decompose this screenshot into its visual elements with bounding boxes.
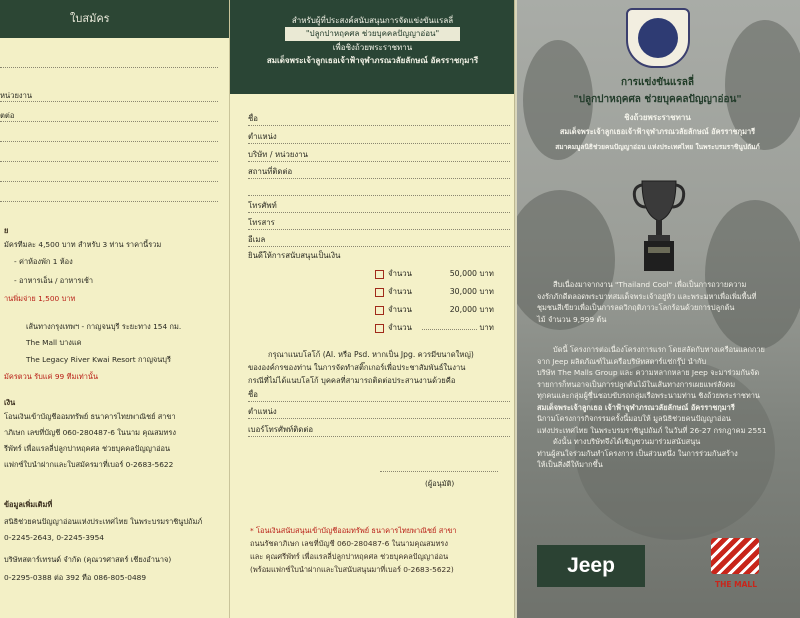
field-fax[interactable]: โทรสาร xyxy=(248,217,510,230)
field-blank[interactable] xyxy=(0,150,218,162)
donation-option-20000[interactable]: จำนวน 20,000 บาท xyxy=(375,305,494,315)
trophy-icon xyxy=(630,175,688,275)
sponsor-header: สำหรับผู้ที่ประสงค์สนับสนุนการจัดแข่งขันแรลลี่ "ปลูกปาหฤคศล ช่วยบุคคลปัญญาอ่อน" เพื่อชิงถ้วยพระราชทาน สมเด็จพระเจ้าลูกเธอเจ้าฟ้าจุฬาภรณวลัยลักษณ์ อัครราชกุมารี xyxy=(230,0,515,94)
section-fee-heading: ย xyxy=(4,226,9,235)
deadline: มัครตวน รับแค่ 99 ทีมเท่านั้น xyxy=(4,372,99,381)
jeep-logo: Jeep xyxy=(537,545,645,587)
sponsor-panel xyxy=(230,0,515,618)
field-name[interactable]: ชื่อ xyxy=(248,113,510,126)
field-blank[interactable] xyxy=(0,190,218,202)
section-info-heading: ข้อมูลเพิ่มเติมที่ xyxy=(4,500,53,509)
field-address-line[interactable] xyxy=(248,183,510,196)
tree-shape xyxy=(705,200,800,350)
the-mall-mark-icon xyxy=(711,538,759,574)
fee-item: - ค่าห้องพัก 1 ห้อง xyxy=(14,257,73,266)
cover-foundation-line: สมาคมมูลนิธิช่วยคนปัญญาอ่อน แห่งประเทศไทย ในพระบรมราชินูปถัมภ์ xyxy=(555,143,760,151)
field-blank[interactable] xyxy=(0,56,218,68)
donation-option-50000[interactable]: จำนวน 50,000 บาท xyxy=(375,269,494,279)
royal-emblem-icon xyxy=(626,8,690,68)
cover-royal-line: สมเด็จพระเจ้าลูกเธอเจ้าฟ้าจุฬาภรณวลัยลักษณ์ อัครราชกุมารี xyxy=(559,127,756,136)
field-address[interactable]: สถานที่ติดต่อ xyxy=(248,166,510,179)
signature-label: (ผู้อนุมัติ) xyxy=(425,479,455,488)
donation-option-30000[interactable]: จำนวน 30,000 บาท xyxy=(375,287,494,297)
cover-panel xyxy=(515,0,800,618)
field-email[interactable]: อีเมล xyxy=(248,234,510,247)
fee-item: - อาหารเอ็น / อาหารเช้า xyxy=(14,276,94,285)
signature-line[interactable] xyxy=(380,462,498,472)
pay-line: แฟกซ์ใบนำฝากและใบสมัครมาที่เบอร์ 0-2683-5622 xyxy=(4,460,174,469)
field-contact[interactable]: ตต่อ xyxy=(0,110,218,122)
field-blank[interactable] xyxy=(0,130,218,142)
pay-line: รีพัทร์ เพื่อแรลลี่ปลูกปาหฤคศล ช่วยบุคคลปัญญาอ่อน xyxy=(4,444,171,453)
section-pay-heading: เงิน xyxy=(4,398,16,407)
application-header: ใบสมัคร xyxy=(0,0,230,38)
pay-line: าภิเษก เลขที่บัญชี 060-280487-6 ในนาม คุณสมทรง xyxy=(4,428,176,437)
info-line: สนิธิช่วยคนปัญญาอ่อนแห่งประเทศไทย ในพระบรมราชินูปถัมภ์ xyxy=(4,517,203,526)
cover-title: การแข่งขันแรลลี่ xyxy=(621,77,694,88)
fold-line xyxy=(515,0,517,618)
application-panel xyxy=(0,0,230,618)
checkbox[interactable] xyxy=(375,288,384,297)
cover-body-intro: สืบเนื่องมาจากงาน "Thailand Cool" เพื่อเป็นการถวายความ จงรักภักดีตลอดพระบาทสมเด็จพระเจ้าอยู่หัว และพระมหาเพื่อเพิ่มพื้นที่ ชุมชนสีเขียวเพื่อเป็นการลดวิกฤติภาวะโลกร้อนด้วยการปลูกต้น ไม้ จำนวน 9,999 ต้น xyxy=(537,280,757,324)
logo-instructions: กรุณาแนบโลโก้ (AI. หรือ Psd. หากเป็น Jpg. ควรมีขนาดใหญ่) ขององค์กรของท่าน ในการจัดทำสติ๊กเกอร์เพื่อประชาสัมพันธ์ในงาน กรณีที่ไม่ได้แนบโลโก้ บุคคลที่สามารถติดต่อประสานงานด้วยคือ xyxy=(248,350,474,385)
donation-intro: ยินดีให้การสนับสนุนเป็นเงิน xyxy=(248,251,341,260)
checkbox[interactable] xyxy=(375,324,384,333)
field-blank[interactable] xyxy=(0,170,218,182)
cover-body-main: บัดนี้ โครงการต่อเนื่องโครงการแรก โดยสลัดกับทางเครือนแลกกาย จาก Jeep ผลิตภัณฑ์ในเครือบริษัทสตาร์แซ่กรุ๊ป นำกับ บริษัท The Malls Group และ ความหลากหลาย Jeep จะมาร่วมกันจัด รายการก็ทนอาจเป็นการปลูกต้นไม้ในเส้นทางการเผยแพร่สังคม ทุกคนและกลุ่มผู้ชื่นชอบขับรถกลุ่มเรือพระนามท่าน ชิงถ้วยพระราชทาน สมเด็จพระเจ้าลูกเธอ เจ้าฟ้าจุฬาภรณวลัยลักษณ์ อัครราชกุมารี นิกามโครงการกิจกรรมครั้งนี้มอบให้ มูลนิธิช่วยคนปัญญาอ่อน แห่งประเทศไทย ในพระบรมราชินูปถัมภ์ ในวันที่ 26-27 กรกฎาคม 2551 ดังนั้น ทางบริษัทจึงได้เชิญชวนมาร่วมสนับสนุน ท่านผู้สนใจร่วมกันทำโครงการ เป็นส่วนหนึ่ง ในการร่วมกันสร้าง ให้เป็นสิ่งดีให้มากขึ้น xyxy=(537,345,767,469)
field-company[interactable]: บริษัท / หน่วยงาน xyxy=(248,149,510,162)
info-line: บริษัทสตาร์เทรนด์ จำกัด (คุณวรศาสตร์ เชียงอำนาจ) xyxy=(4,555,172,564)
transfer-note: * โอนเงินสนับสนุนเข้าบัญชีออมทรัพย์ ธนาคารไทยพาณิชย์ สาขา ถนนรัชดาภิเษก เลขที่บัญชี 060-280487-6 ในนามคุณสมทรง และ คุณศรีพัทร์ เพื่อแรลลี่ปลูกปาหฤคศล ช่วยบุคคลปัญญาอ่อน (พร้อมแฟกซ์ใบนำฝากและใบสนับสนุนมาที่เบอร์ 0-2683-5622) xyxy=(250,526,457,574)
extra-fee: านพิ่มจ่าย 1,500 บาท xyxy=(4,294,76,303)
checkbox[interactable] xyxy=(375,270,384,279)
fee-line: มัครทีมละ 4,500 บาท สำหรับ 3 ท่าน ราคานี้รวม xyxy=(4,240,162,249)
the-mall-logo: THE MALL xyxy=(705,536,767,596)
field-phone[interactable]: โทรศัพท์ xyxy=(248,200,510,213)
field-contact-position[interactable]: ตำแหน่ง xyxy=(248,406,510,419)
info-line: 0-2295-0388 ต่อ 392 ทือ 086-805-0489 xyxy=(4,573,147,582)
route-line: เส้นทางกรุงเทพฯ - กาญจนบุรี ระยะทาง 154 กม. xyxy=(26,322,182,331)
cover-cup-line: ชิงถ้วยพระราชทาน xyxy=(624,113,691,122)
field-agency[interactable]: หน่วยงาน xyxy=(0,90,218,102)
field-contact-phone[interactable]: เบอร์โทรศัพท์ติดต่อ xyxy=(248,424,510,437)
pay-line: โอนเงินเข้าบัญชีออมทรัพย์ ธนาคารไทยพาณิชย์ สาขา xyxy=(4,412,176,421)
field-contact-name[interactable]: ชื่อ xyxy=(248,389,510,402)
field-position[interactable]: ตำแหน่ง xyxy=(248,131,510,144)
donation-option-other[interactable]: จำนวน บาท xyxy=(375,323,494,333)
cover-subtitle: "ปลูกปาหฤคศล ช่วยบุคคลปัญญาอ่อน" xyxy=(573,94,742,105)
checkbox[interactable] xyxy=(375,306,384,315)
route-line: The Mall บางแค xyxy=(26,338,82,347)
info-line: 0-2245-2643, 0-2245-3954 xyxy=(4,533,105,542)
route-line: The Legacy River Kwai Resort กาญจนบุรี xyxy=(26,355,171,364)
